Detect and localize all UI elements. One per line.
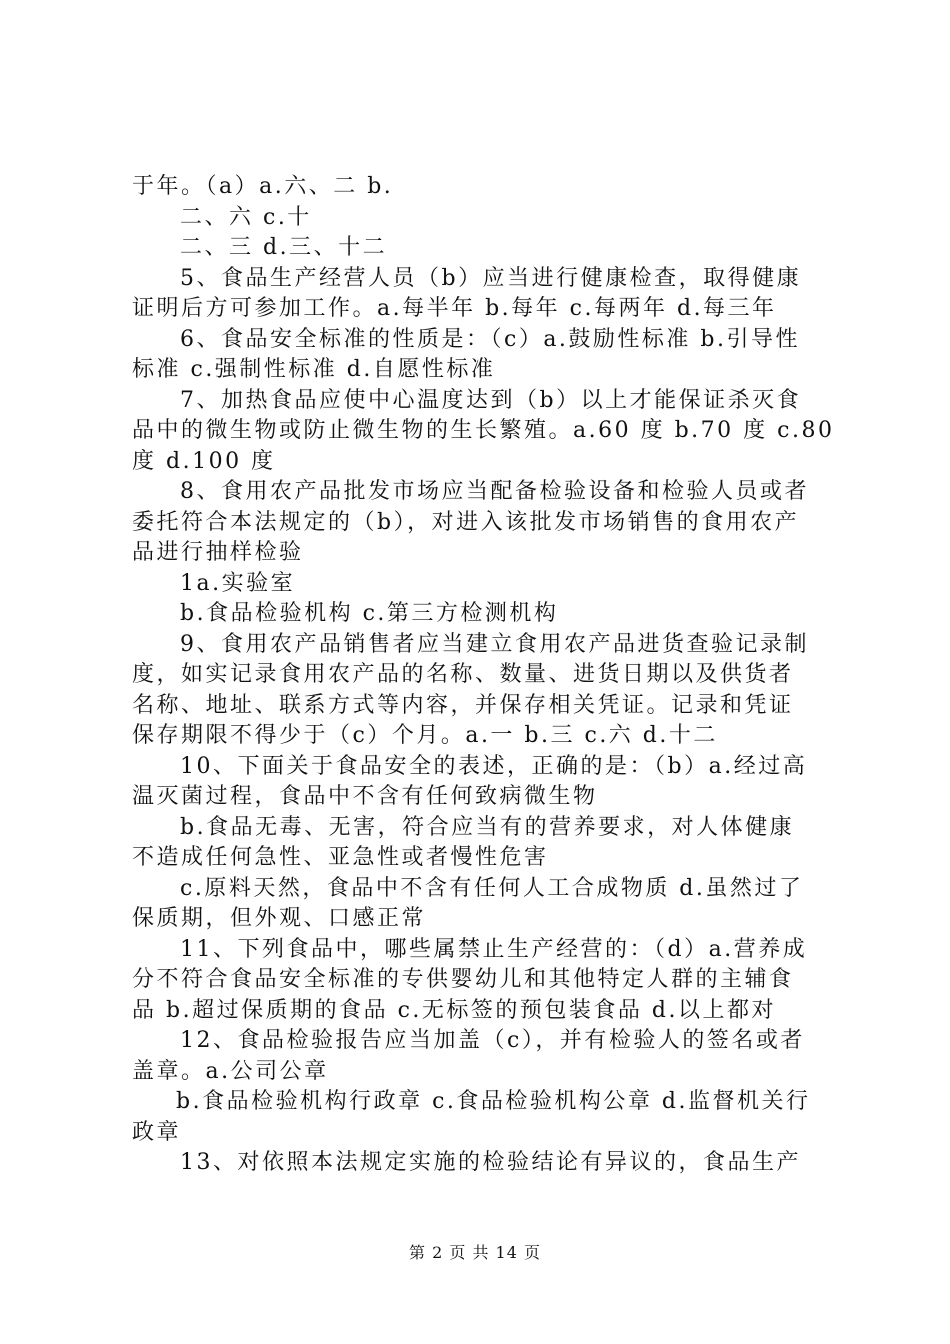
text-line: 品进行抽样检验 <box>132 540 304 565</box>
text-line: b.食品无毒、无害，符合应当有的营养要求，对人体健康 <box>180 814 795 840</box>
text-line: 委托符合本法规定的（b），对进入该批发市场销售的食用农产 <box>132 509 800 535</box>
text-line: 度，如实记录食用农产品的名称、数量、进货日期以及供货者 <box>132 662 794 687</box>
text-line: b.食品检验机构 c.第三方检测机构 <box>180 601 559 626</box>
question-13: 13、对依照本法规定实施的检验结论有异议的，食品生产 <box>180 1150 801 1175</box>
text-line: 不造成任何急性、亚急性或者慢性危害 <box>132 845 549 870</box>
question-6: 6、食品安全标准的性质是：（c）a.鼓励性标准 b.引导性 <box>180 326 800 352</box>
text-line: 品中的微生物或防止微生物的生长繁殖。a.60 度 b.70 度 c.80 <box>132 418 835 443</box>
question-11: 11、下列食品中，哪些属禁止生产经营的：（d）a.营养成 <box>180 936 808 962</box>
page-number-footer: 第 2 页 共 14 页 <box>409 1243 541 1262</box>
text-line: 保质期，但外观、口感正常 <box>132 906 427 931</box>
question-12: 12、食品检验报告应当加盖（c），并有检验人的签名或者 <box>180 1028 805 1053</box>
text-line: 二、三 d.三、十二 <box>180 235 388 260</box>
text-line: 1a.实验室 <box>180 570 296 596</box>
text-line: c.原料天然，食品中不含有任何人工合成物质 d.虽然过了 <box>180 875 804 901</box>
text-line: 于年。（a）a.六、二 b. <box>132 174 394 199</box>
question-7: 7、加热食品应使中心温度达到（b）以上才能保证杀灭食 <box>180 387 802 413</box>
text-line: 名称、地址、联系方式等内容，并保存相关凭证。记录和凭证 <box>132 692 794 718</box>
text-line: 标准 c.强制性标准 d.自愿性标准 <box>132 357 496 382</box>
text-line: 盖章。a.公司公章 <box>132 1058 329 1084</box>
question-9: 9、食用农产品销售者应当建立食用农产品进货查验记录制 <box>180 631 809 657</box>
text-line: 二、六 c.十 <box>180 204 312 230</box>
question-8: 8、食用农产品批发市场应当配备检验设备和检验人员或者 <box>180 479 809 504</box>
text-line: b.食品检验机构行政章 c.食品检验机构公章 d.监督机关行 <box>176 1089 811 1114</box>
text-line: 品 b.超过保质期的食品 c.无标签的预包装食品 d.以上都对 <box>132 997 776 1023</box>
text-line: 保存期限不得少于（c）个月。a.一 b.三 c.六 d.十二 <box>132 723 718 748</box>
question-5: 5、食品生产经营人员（b）应当进行健康检查，取得健康 <box>180 265 802 291</box>
text-line: 政章 <box>132 1119 182 1145</box>
text-line: 度 d.100 度 <box>132 448 276 474</box>
text-line: 证明后方可参加工作。a.每半年 b.每年 c.每两年 d.每三年 <box>132 296 777 321</box>
question-10: 10、下面关于食品安全的表述，正确的是：（b）a.经过高 <box>180 753 808 779</box>
document-body <box>132 172 835 1179</box>
text-line: 温灭菌过程，食品中不含有任何致病微生物 <box>132 784 598 809</box>
text-line: 分不符合食品安全标准的专供婴幼儿和其他特定人群的主辅食 <box>132 967 794 992</box>
